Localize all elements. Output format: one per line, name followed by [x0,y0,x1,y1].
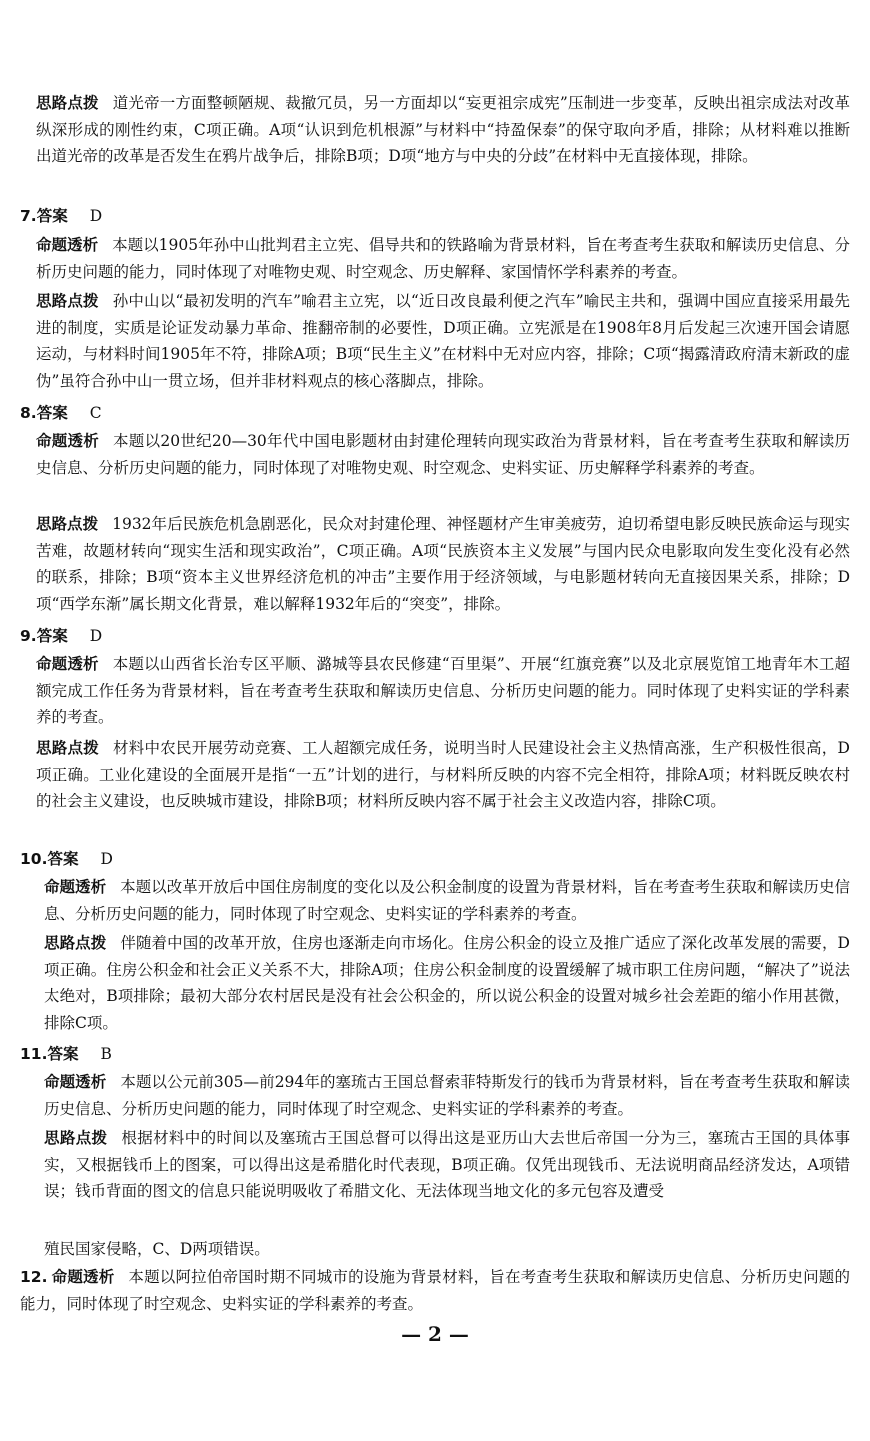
page-number: — 2 — [401,1322,469,1346]
paragraph-text: 本题以20世纪20—30年代中国电影题材由封建伦理转向现实政治为背景材料，旨在考查考生获取和解读历史信息、分析历史问题的能力，同时体现了对唯物史观、时空观念、史料实证、历史解释学科素养的考查。 [36,432,850,477]
paragraph-text: 本题以1905年孙中山批判君主立宪、倡导共和的铁路喻为背景材料，旨在考查考生获取和解读历史信息、分析历史问题的能力，同时体现了对唯物史观、时空观念、历史解释、家国情怀学科素养的考查。 [36,236,850,281]
answer-value: D [89,627,103,645]
paragraph-text: 本题以阿拉伯帝国时期不同城市的设施为背景材料，旨在考查考生获取和解读历史信息、分析历史问题的能力，同时体现了时空观念、史料实证的学科素养的考查。 [20,1268,850,1313]
explanation-9-reasoning [0,735,870,815]
answer-label: 答案 [47,850,79,868]
question-number: 9. [20,627,37,645]
explanation-8-reasoning [0,511,870,617]
answer-label: 答案 [36,404,68,422]
section-label: 命题透析 [36,655,99,673]
question-number: 8. [20,404,37,422]
question-9-answer [0,623,870,650]
explanation-10-reasoning [0,930,870,1036]
explanation-7-analysis [0,232,870,285]
answer-label: 答案 [47,1045,79,1063]
question-number: 11. [20,1045,48,1063]
paragraph-text: 殖民国家侵略，C、D两项错误。 [44,1240,270,1258]
question-7-answer [0,203,870,230]
answer-label: 答案 [36,207,68,225]
explanation-10-analysis [0,874,870,927]
section-label: 思路点拨 [36,739,100,757]
question-11-answer [0,1041,870,1068]
paragraph-text: 根据材料中的时间以及塞琉古王国总督可以得出这是亚历山大去世后帝国一分为三，塞琉古王国的具体事实，又根据钱币上的图案，可以得出这是希腊化时代表现，B项正确。仅凭出现钱币、无法说明商品经济发达，A项错误；钱币背面的图文的信息只能说明吸收了希腊文化、无法体现当地文化的多元包容及遭受 [44,1129,850,1200]
question-10-answer [0,846,870,873]
explanation-9-analysis [0,651,870,731]
section-label: 命题透析 [36,432,100,450]
paragraph-text: 材料中农民开展劳动竞赛、工人超额完成任务，说明当时人民建设社会主义热情高涨，生产积极性很高，D项正确。工业化建设的全面展开是指“一五”计划的进行，与材料所反映的内容不完全相符，排除A项；材料既反映农村的社会主义建设，也反映城市建设，排除B项；材料所反映内容不属于社会主义改造内容，排除C项。 [36,739,850,810]
section-label: 命题透析 [36,236,99,254]
answer-value: C [89,404,102,422]
question-number: 10. [20,850,48,868]
answer-value: D [100,850,113,868]
section-label: 思路点拨 [36,94,99,112]
answer-value: D [89,207,103,225]
section-label: 思路点拨 [44,934,107,952]
question-number: 12. [20,1268,48,1286]
section-label: 命题透析 [44,878,107,896]
explanation-11-analysis [0,1069,870,1122]
paragraph-text: 道光帝一方面整顿陋规、裁撤冗员，另一方面却以“妄更祖宗成宪”压制进一步变革，反映出祖宗成法对改革纵深形成的刚性约束，C项正确。A项“认识到危机根源”与材料中“持盈保泰”的保守取向矛盾，排除；从材料难以推断出道光帝的改革是否发生在鸦片战争后，排除B项；D项“地方与中央的分歧”在材料中无直接体现，排除。 [36,94,850,165]
question-number: 7. [20,207,37,225]
section-label: 思路点拨 [44,1129,108,1147]
explanation-7-reasoning [0,288,870,394]
section-label: 思路点拨 [36,515,99,533]
explanation-11-continuation [0,1236,870,1263]
paragraph-text: 伴随着中国的改革开放，住房也逐渐走向市场化。住房公积金的设立及推广适应了深化改革发展的需要，D项正确。住房公积金和社会正义关系不大，排除A项；住房公积金制度的设置缓解了城市职工住房问题，“解决了”说法太绝对，B项排除；最初大部分农村居民是没有社会公积金的，所以说公积金的设置对城乡社会差距的缩小作用甚微，排除C项。 [44,934,850,1032]
explanation-12-analysis [0,1264,870,1317]
paragraph-text: 1932年后民族危机急剧恶化，民众对封建伦理、神怪题材产生审美疲劳，迫切希望电影反映民族命运与现实苦难，故题材转向“现实生活和现实政治”，C项正确。A项“民族资本主义发展”与国内民众电影取向发生变化没有必然的联系，排除；B项“资本主义世界经济危机的冲击”主要作用于经济领域，与电影题材转向无直接因果关系，排除；D项“西学东渐”属长期文化背景，难以解释1932年后的“突变”，排除。 [36,515,850,613]
explanation-8-analysis [0,428,870,481]
paragraph-text: 本题以公元前305—前294年的塞琉古王国总督索菲特斯发行的钱币为背景材料，旨在考查考生获取和解读历史信息、分析历史问题的能力，同时体现了时空观念、史料实证的学科素养的考查。 [44,1073,850,1118]
section-label: 命题透析 [51,1268,115,1286]
paragraph-text: 本题以山西省长治专区平顺、潞城等县农民修建“百里渠”、开展“红旗竞赛”以及北京展览馆工地青年木工超额完成工作任务为背景材料，旨在考查考生获取和解读历史信息、分析历史问题的能力。同时体现了史料实证的学科素养的考查。 [36,655,850,726]
explanation-6-reasoning [0,90,870,170]
paragraph-text: 孙中山以“最初发明的汽车”喻君主立宪，以“近日改良最利便之汽车”喻民主共和，强调中国应直接采用最先进的制度，实质是论证发动暴力革命、推翻帝制的必要性，D项正确。立宪派是在1908年8月后发起三次速开国会请愿运动，与材料时间1905年不符，排除A项；B项“民生主义”在材料中无对应内容，排除；C项“揭露清政府清末新政的虚伪”虽符合孙中山一贯立场，但并非材料观点的核心落脚点，排除。 [36,292,850,390]
paragraph-text: 本题以改革开放后中国住房制度的变化以及公积金制度的设置为背景材料，旨在考查考生获取和解读历史信息、分析历史问题的能力，同时体现了时空观念、史料实证的学科素养的考查。 [44,878,850,923]
question-8-answer [0,400,870,427]
section-label: 思路点拨 [36,292,99,310]
answer-label: 答案 [36,627,68,645]
section-label: 命题透析 [44,1073,107,1091]
explanation-11-reasoning [0,1125,870,1205]
answer-value: B [100,1045,112,1063]
